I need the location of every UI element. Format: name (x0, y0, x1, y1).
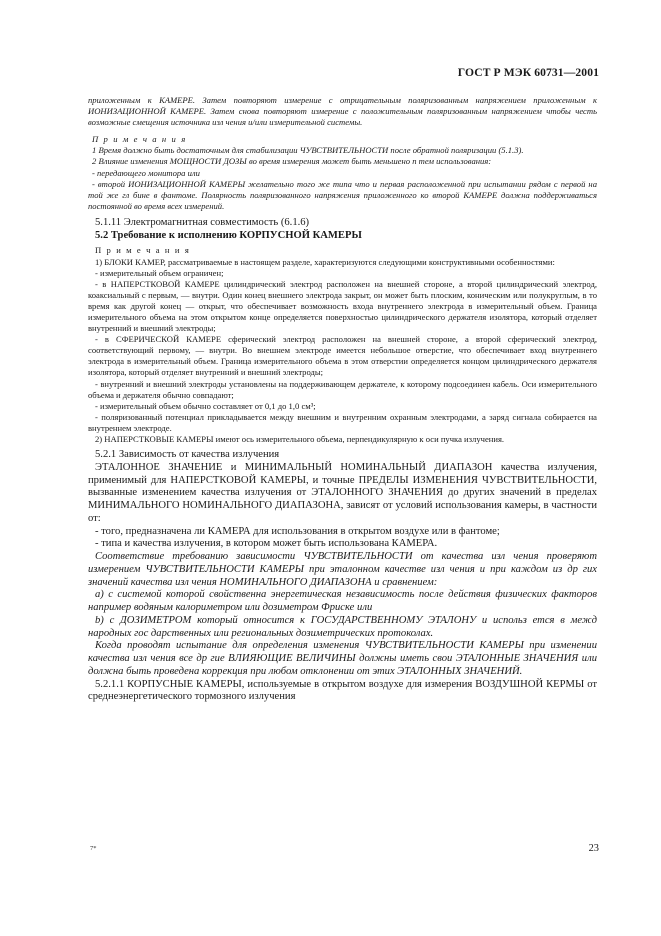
body-paragraph: Когда проводят испытание для определения изменения ЧУВСТВИТЕЛЬНОСТИ КАМЕРЫ при изменении качества изл чения все др гие ВЛИЯЮЩИЕ ВЕЛИЧИНЫ должны иметь свои ЭТАЛОННЫЕ ЗНАЧЕНИЯ или должна быть проведена коррекция при любом отклонении от этих ЭТАЛОННЫХ ЗНАЧЕНИЙ. (88, 640, 597, 677)
footer-mark: 7* (90, 845, 97, 852)
body-paragraph: - того, предназначена ли КАМЕРА для использования в открытом воздухе или в фантоме; (95, 525, 500, 537)
note-item: - измерительный объем ограничен; (95, 267, 224, 278)
notes-heading: П р и м е ч а н и я (92, 134, 187, 145)
section-heading-bold: 5.2 Требование к исполнению КОРПУСНОЙ КАМЕРЫ (95, 229, 362, 241)
body-paragraph: b) с ДОЗИМЕТРОМ который относится к ГОСУДАРСТВЕННОМУ ЭТАЛОНУ и использ ется в межд народных гос дарственных или региональных дозиметрических протоколах. (88, 614, 597, 639)
standard-header: ГОСТ Р МЭК 60731—2001 (457, 66, 599, 79)
note-item: - второй ИОНИЗАЦИОННОЙ КАМЕРЫ желательно того же типа что и первая расположенной при испытании рядом с первой на той же гл бине в фантоме. Полярность поляризованного напряжения приложенного ко второй КАМЕРЕ должна поддерживаться постоянной во время всех измерений. (88, 178, 597, 211)
body-paragraph: - типа и качества излучения, в котором может быть использована КАМЕРА. (95, 538, 438, 550)
note-item: 2) НАПЕРСТКОВЫЕ КАМЕРЫ имеют ось измерительного объема, перпендикулярную к оси пучка излучения. (95, 434, 505, 445)
note-item: - внутренний и внешний электроды установлены на поддерживающем держателе, к которому подсоединен кабель. Оси измерительного объема и держателя обычно совпадают; (88, 378, 597, 400)
section-heading: 5.1.11 Электромагнитная совместимость (6.1.6) (95, 216, 310, 228)
note-item: - измерительный объем обычно составляет от 0,1 до 1,0 см³; (95, 400, 316, 411)
body-paragraph: 5.2.1.1 КОРПУСНЫЕ КАМЕРЫ, используемые в открытом воздухе для измерения ВОЗДУШНОЙ КЕРМЫ от среднеэнергетического тормозного излучения (88, 678, 597, 703)
body-paragraph: a) с системой которой свойственна энергетическая независимость после действия физических факторов например водяным калориметром или дозиметром Фриске или (88, 589, 597, 614)
note-item: 1) БЛОКИ КАМЕР, рассматриваемые в настоящем разделе, характеризуются следующими конструктивными особенностями: (95, 256, 555, 267)
note-item: - в СФЕРИЧЕСКОЙ КАМЕРЕ сферический электрод расположен на внешней стороне, а второй сферический электрод, соответствующий первому, — внутри. Во внешнем электроде имеется небольшое отверстие, что обеспечивает вход внутреннего электрода в измерительный объем. Граница измерительного объема в этом отверстии определяется концом цилиндрического держателя изолятора, который отделяет внутренний и внешний электроды; (88, 334, 597, 378)
document-body (88, 95, 597, 704)
note-item: - поляризованный потенциал прикладывается между внешним и внутренним охранным электродами, а заряд сигнала собирается на внутреннем электроде. (88, 411, 597, 433)
page-number: 23 (588, 843, 599, 854)
note-item: 1 Время должно быть достаточным для стабилизации ЧУВСТВИТЕЛЬНОСТИ после обратной поляризации (5.1.3). (92, 145, 524, 156)
body-paragraph: Соответствие требованию зависимости ЧУВСТВИТЕЛЬНОСТИ от качества изл чения проверяют измерением ЧУВСТВИТЕЛЬНОСТИ КАМЕРЫ при эталонном качестве изл чения и при каждом из др гих значений качества изл чения НОМИНАЛЬНОГО ДИАПАЗОНА и сравнением: (88, 551, 597, 588)
paragraph-continuation: приложенным к КАМЕРЕ. Затем повторяют измерение с отрицательным поляризованным напряжением приложенным к ИОНИЗАЦИОННОЙ КАМЕРЕ. Затем снова повторяют измерение с положительным поляризованным напряжением чтобы честь возможные смещения источника изл чения и/или измерительной системы. (88, 95, 597, 128)
note-item: - в НАПЕРСТКОВОЙ КАМЕРЕ цилиндрический электрод расположен на внешней стороне, а второй цилиндрический электрод, коаксиальный с первым, — внутри. Один конец внешнего электрода закрыт, он может быть плоским, коническим или полукруглым, в то время как другой конец — открыт, что обеспечивает возможность входа внутреннего электрода в измерительный объем. Граница измерительного объема на этом открытом конце определяется поверхностью цилиндрического держателя изолятора, который отделяет внутренний и внешний электроды; (88, 278, 597, 334)
body-paragraph: ЭТАЛОННОЕ ЗНАЧЕНИЕ и МИНИМАЛЬНЫЙ НОМИНАЛЬНЫЙ ДИАПАЗОН качества излучения, применимый для НАПЕРСТКОВОЙ КАМЕРЫ, и точные ПРЕДЕЛЫ ИЗМЕНЕНИЯ ЧУВСТВИТЕЛЬНОСТИ, вызванные изменением качества излучения от ЭТАЛОННОГО ЗНАЧЕНИЯ до других значений в пределах МИНИМАЛЬНОГО НОМИНАЛЬНОГО ДИАПАЗОНА, зависят от условий использования камеры, в частности от: (88, 461, 597, 524)
notes-heading: П р и м е ч а н и я (95, 245, 191, 256)
section-heading: 5.2.1 Зависимость от качества излучения (95, 449, 280, 461)
note-item: - передающего монитора или (92, 167, 200, 178)
note-item: 2 Влияние изменения МОЩНОСТИ ДОЗЫ во время измерения может быть меньшено п тем использования: (92, 156, 492, 167)
